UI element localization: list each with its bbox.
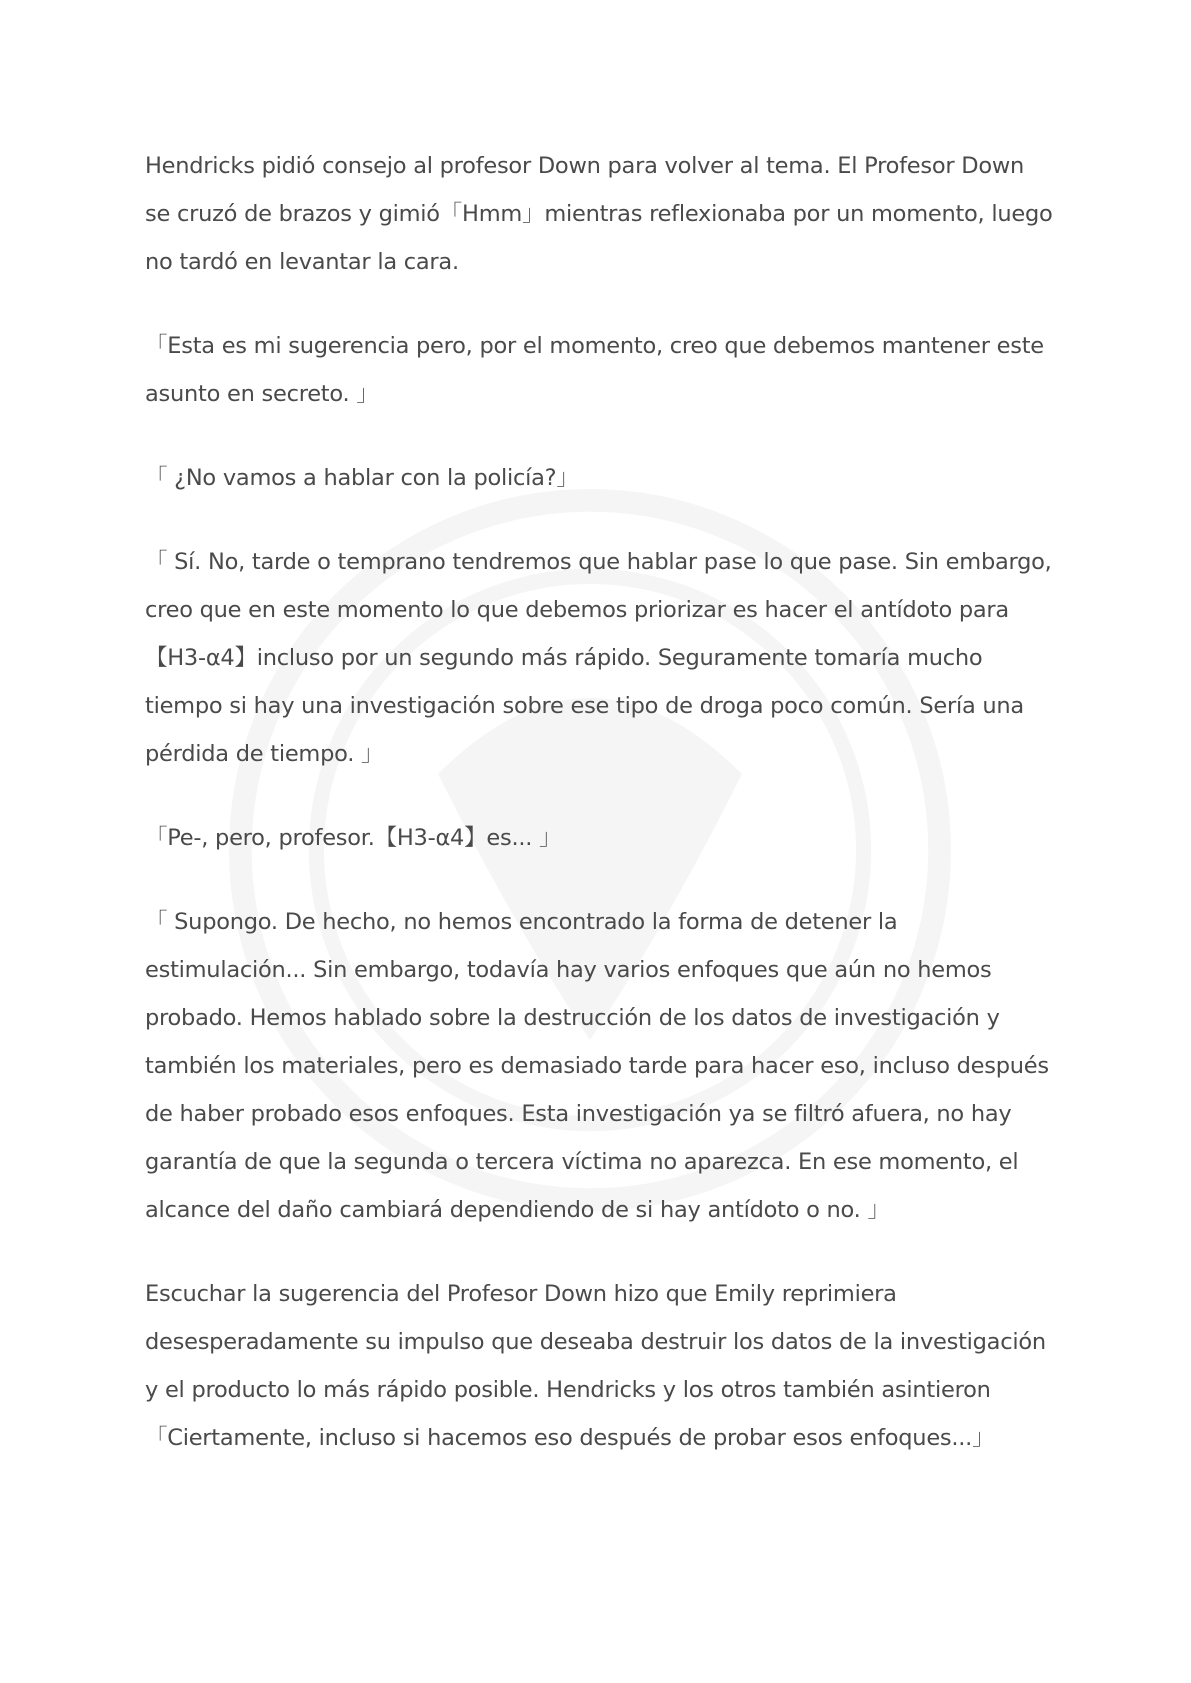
paragraph: Escuchar la sugerencia del Profesor Down hizo que Emily reprimiera desesperadamente su impulso que deseaba destruir los datos de la investigación y el producto lo más rápido posible. Hendricks y los otros también asintieron「Ciertamente, incluso si hacemos eso después de probar esos enfoques...」 xyxy=(145,1281,1046,1451)
paragraph: 「 Supongo. De hecho, no hemos encontrado la forma de detener la estimulación... Sin embargo, todavía hay varios enfoques que aún no hemos probado. Hemos hablado sobre la destrucción de los datos de investigación y también los materiales, pero es demasiado tarde para hacer eso, incluso después de haber probado esos enfoques. Esta investigación ya se filtró afuera, no hay garantía de que la segunda o tercera víctima no aparezca. En ese momento, el alcance del daño cambiará dependiendo de si hay antídoto o no. 」 xyxy=(145,909,1049,1223)
paragraph: 「 ¿No vamos a hablar con la policía?」 xyxy=(145,465,579,491)
paragraph: 「Pe-, pero, profesor.【H3-α4】es... 」 xyxy=(145,825,562,851)
document-body xyxy=(145,142,1055,1462)
paragraph: 「Esta es mi sugerencia pero, por el momento, creo que debemos mantener este asunto en secreto. 」 xyxy=(145,333,1044,407)
paragraph: Hendricks pidió consejo al profesor Down para volver al tema. El Profesor Down se cruzó de brazos y gimió「Hmm」mientras reflexionaba por un momento, luego no tardó en levantar la cara. xyxy=(145,153,1053,275)
paragraph: 「 Sí. No, tarde o temprano tendremos que hablar pase lo que pase. Sin embargo, creo que en este momento lo que debemos priorizar es hacer el antídoto para【H3-α4】incluso por un segundo más rápido. Seguramente tomaría mucho tiempo si hay una investigación sobre ese tipo de droga poco común. Sería una pérdida de tiempo. 」 xyxy=(145,549,1052,767)
